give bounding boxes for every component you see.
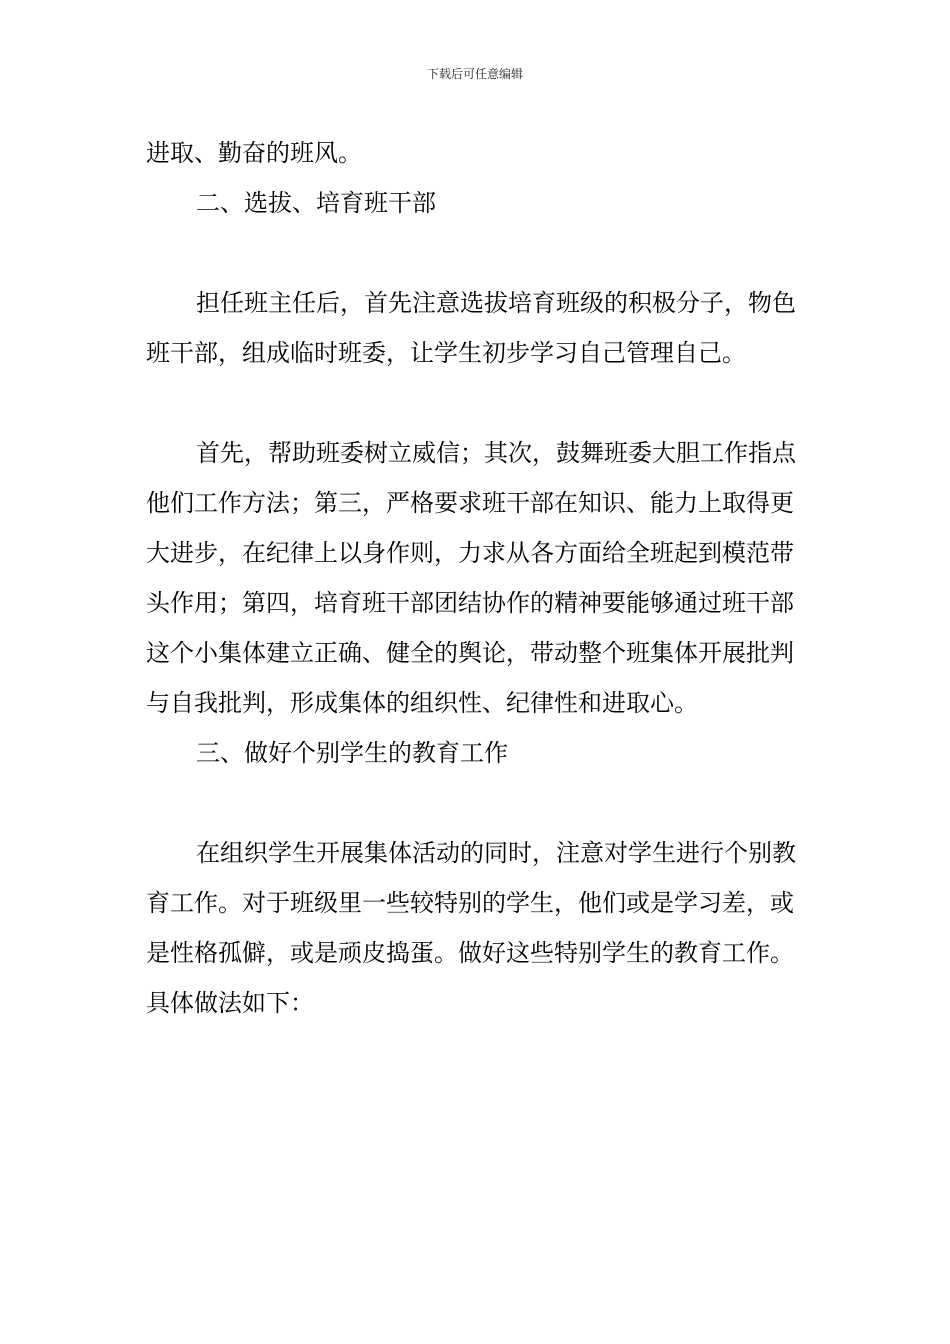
section-2-paragraph-1: 担任班主任后，首先注意选拔培育班级的积极分子，物色班干部，组成临时班委，让学生初步学习自己管理自己。 xyxy=(146,289,796,367)
header-note: 下载后可任意编辑 xyxy=(426,67,523,81)
page-header xyxy=(0,66,950,82)
intro-fragment: 进取、勤奋的班风。 xyxy=(146,139,362,167)
section-2-paragraph-2: 首先，帮助班委树立威信；其次，鼓舞班委大胆工作指点他们工作方法；第三，严格要求班干部在知识、能力上取得更大进步，在纪律上以身作则，力求从各方面给全班起到模范带头作用；第四，培育班干部团结协作的精神要能够通过班干部这个小集体建立正确、健全的舆论，带动整个班集体开展批判与自我批判，形成集体的组织性、纪律性和进取心。 xyxy=(146,439,796,717)
section-3-paragraph-1: 在组织学生开展集体活动的同时，注意对学生进行个别教育工作。对于班级里一些较特别的学生，他们或是学习差，或是性格孤僻，或是顽皮捣蛋。做好这些特别学生的教育工作。具体做法如下： xyxy=(146,839,796,1017)
document-body xyxy=(146,128,810,1028)
section-3-heading: 三、做好个别学生的教育工作 xyxy=(196,739,508,767)
section-2-heading: 二、选拔、培育班干部 xyxy=(196,189,436,217)
